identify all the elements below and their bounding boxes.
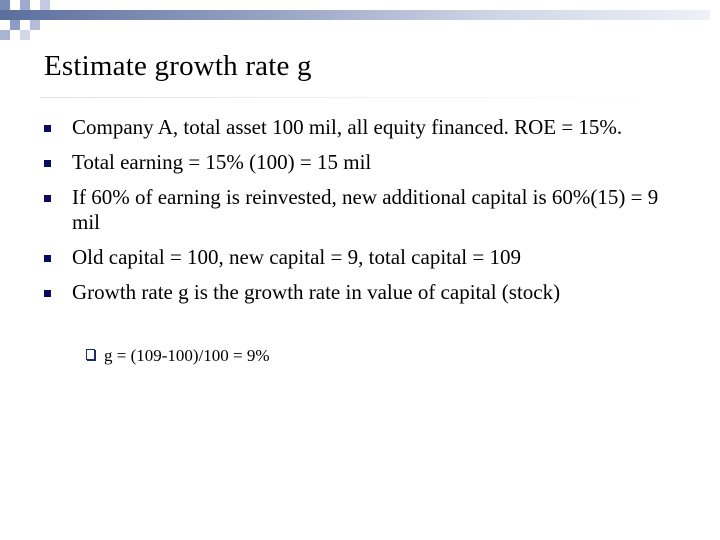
bullet-text: Company A, total asset 100 mil, all equity financed. ROE = 15%.: [72, 115, 623, 139]
deco-square: [10, 20, 20, 30]
deco-square: [0, 0, 10, 10]
deco-square: [0, 30, 10, 40]
square-bullet-icon: [44, 255, 51, 262]
list-item: [44, 115, 664, 140]
hollow-square-bullet-icon: [86, 349, 95, 360]
bullet-text: Total earning = 15% (100) = 15 mil: [72, 150, 372, 174]
bullet-text: Growth rate g is the growth rate in value of capital (stock): [72, 280, 561, 304]
title-divider: [40, 97, 680, 98]
deco-square: [20, 30, 30, 40]
square-bullet-icon: [44, 160, 51, 167]
deco-square: [20, 0, 30, 10]
sub-bullet-item: [86, 346, 270, 366]
deco-square: [40, 0, 50, 10]
bullet-text: Old capital = 100, new capital = 9, total capital = 109: [72, 245, 521, 269]
square-bullet-icon: [44, 195, 51, 202]
bullet-list: [44, 115, 664, 315]
list-item: [44, 245, 664, 270]
header-gradient-bar: [0, 10, 710, 20]
list-item: [44, 185, 664, 235]
square-bullet-icon: [44, 290, 51, 297]
square-bullet-icon: [44, 125, 51, 132]
list-item: [44, 280, 664, 305]
bullet-text: If 60% of earning is reinvested, new additional capital is 60%(15) = 9 mil: [72, 185, 659, 234]
slide-title: Estimate growth rate g: [44, 50, 312, 82]
list-item: [44, 150, 664, 175]
sub-bullet-text: g = (109-100)/100 = 9%: [104, 346, 270, 365]
decorative-header-band: [0, 0, 720, 40]
deco-square: [30, 20, 40, 30]
